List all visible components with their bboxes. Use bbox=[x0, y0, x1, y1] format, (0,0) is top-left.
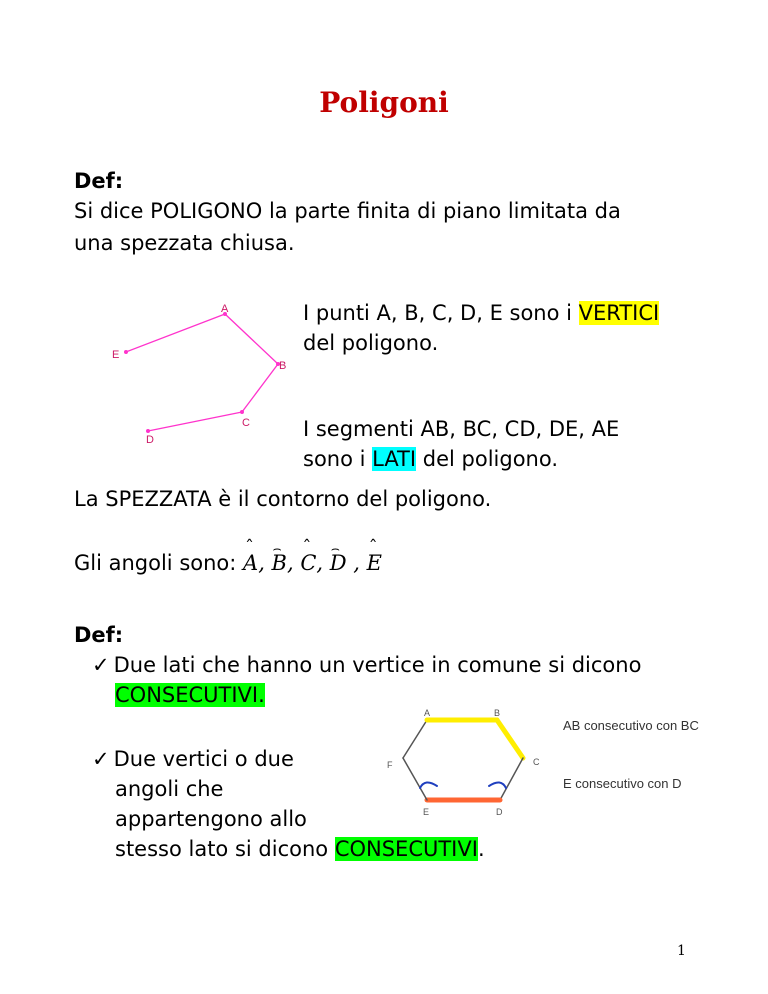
lati-line2 bbox=[303, 444, 558, 474]
angle-arc-e bbox=[420, 782, 437, 788]
edge-ab bbox=[225, 314, 278, 364]
angoli-pre: Gli angoli sono: bbox=[74, 551, 244, 575]
angle-arc-d bbox=[489, 782, 506, 788]
hex-label-a: A bbox=[424, 708, 431, 718]
vertici-line2: del poligono. bbox=[303, 331, 439, 355]
consecutivi-highlight-1: CONSECUTIVI. bbox=[115, 683, 265, 707]
note-e-d: E consecutivo con D bbox=[563, 776, 682, 791]
lati-line1: I segmenti AB, BC, CD, DE, AE bbox=[303, 417, 620, 441]
polyline-edges bbox=[126, 314, 278, 431]
def2-item2-line3: appartengono allo bbox=[115, 807, 307, 831]
label-b: B bbox=[279, 360, 287, 372]
note-ab-bc: AB consecutivo con BC bbox=[563, 718, 699, 733]
polygon-figure bbox=[90, 288, 300, 458]
angoli-line: Gli angoli sono: ˆ A, ⌢ B, ˆ C, ⌢ D , ˆ E bbox=[74, 548, 382, 578]
angle-a: ˆ A bbox=[243, 548, 258, 578]
vertex-d bbox=[146, 429, 150, 433]
label-e: E bbox=[112, 349, 120, 361]
vertici-highlight: VERTICI bbox=[578, 301, 660, 325]
consecutivi-highlight-2: CONSECUTIVI bbox=[334, 837, 478, 861]
def1-line1: Si dice POLIGONO la parte finita di piano limitata da bbox=[74, 199, 621, 223]
lati-highlight: LATI bbox=[372, 447, 417, 471]
vertex-c bbox=[240, 410, 244, 414]
angle-b: ⌢ B bbox=[272, 548, 287, 578]
hex-label-c: C bbox=[533, 757, 540, 767]
hex-label-e: E bbox=[423, 807, 430, 817]
edge-fa bbox=[403, 720, 427, 758]
hex-label-d: D bbox=[496, 807, 503, 817]
edge-cd bbox=[148, 412, 242, 431]
edge-bc bbox=[497, 720, 523, 758]
lati-pre: sono i bbox=[303, 447, 373, 471]
def2-item2-text: Due vertici o due bbox=[113, 747, 294, 771]
hex-label-b: B bbox=[494, 708, 501, 718]
vertex-e bbox=[124, 350, 128, 354]
label-d: D bbox=[146, 434, 154, 446]
def1-heading: Def: bbox=[74, 169, 124, 193]
page-title: Poligoni bbox=[319, 86, 449, 119]
lati-post: del poligono. bbox=[416, 447, 559, 471]
vertici-line1 bbox=[303, 298, 659, 328]
vertex-dots bbox=[124, 312, 280, 433]
check-icon: ✓ bbox=[92, 747, 110, 771]
check-icon: ✓ bbox=[92, 653, 110, 677]
vertici-text: I punti A, B, C, D, E sono i bbox=[303, 301, 579, 325]
edge-bc bbox=[242, 364, 278, 412]
edge-cd bbox=[500, 758, 523, 800]
label-a: A bbox=[221, 303, 229, 315]
def2-item1-line2 bbox=[115, 680, 265, 710]
edge-ea bbox=[126, 314, 225, 352]
hexagon-figure bbox=[375, 708, 755, 823]
def2-item2-pre: stesso lato si dicono bbox=[115, 837, 335, 861]
spezzata-text: La SPEZZATA è il contorno del poligono. bbox=[74, 487, 492, 511]
angle-c: ˆ C bbox=[300, 548, 316, 578]
def2-item2-line1 bbox=[92, 744, 294, 774]
def2-heading: Def: bbox=[74, 623, 124, 647]
page-number: 1 bbox=[677, 943, 686, 959]
hex-label-f: F bbox=[387, 760, 393, 770]
def2-item2-post: . bbox=[477, 837, 485, 861]
edge-ef bbox=[403, 758, 427, 800]
def2-item1-text: Due lati che hanno un vertice in comune si dicono bbox=[113, 653, 642, 677]
def2-item2-line4 bbox=[115, 834, 485, 864]
def1-line2: una spezzata chiusa. bbox=[74, 231, 295, 255]
angle-e: ˆ E bbox=[367, 548, 382, 578]
angle-d: ⌢ D bbox=[330, 548, 347, 578]
def2-item2-line2: angoli che bbox=[115, 777, 224, 801]
def2-item1-line1 bbox=[92, 650, 641, 680]
label-c: C bbox=[242, 417, 250, 429]
